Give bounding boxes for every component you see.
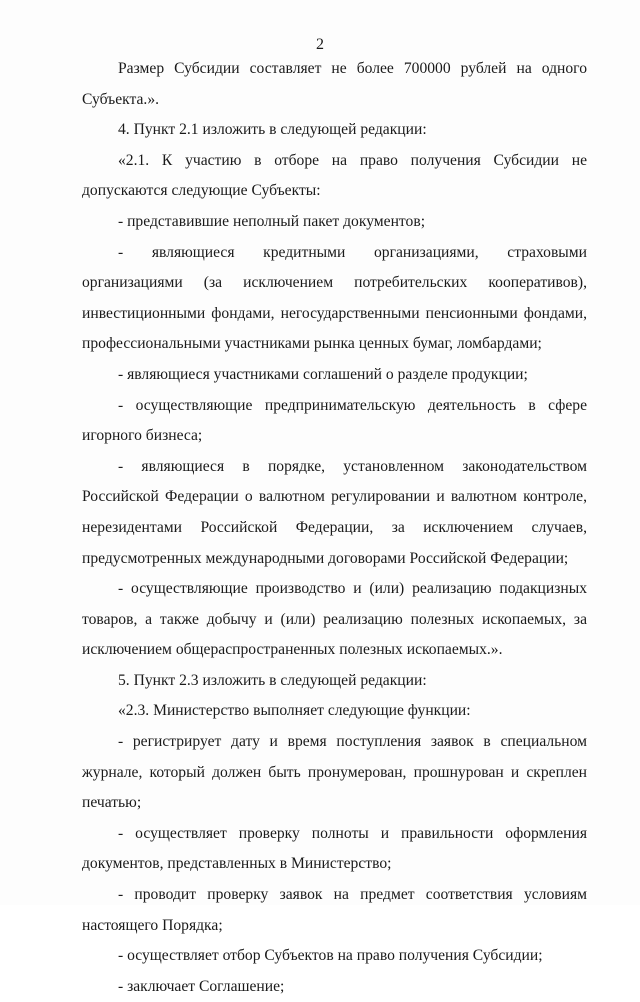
- paragraph-subsidy-amount: Размер Субсидии составляет не более 700000 рублей на одного Субъекта.».: [82, 60, 587, 108]
- paragraph-item-4: 4. Пункт 2.1 изложить в следующей редакции:: [118, 121, 427, 139]
- list-item-credit-organizations: - являющиеся кредитными организациями, страховыми организациями (за исключением потребительских кооперативов), инвестиционными фондами, негосударственными пенсионными фондами, профессиональными участниками рынка ценных бумаг, ломбардами;: [82, 243, 587, 353]
- paragraph-clause-2-3: «2.3. Министерство выполняет следующие функции:: [118, 702, 471, 720]
- document-body: [82, 54, 587, 1002]
- paragraph-item-5: 5. Пункт 2.3 изложить в следующей редакции:: [118, 671, 427, 689]
- page-number: 2: [316, 36, 324, 53]
- paragraph-clause-2-1: «2.1. К участию в отборе на право получения Субсидии не допускаются следующие Субъекты:: [82, 151, 587, 200]
- list-item-production-sharing: - являющиеся участниками соглашений о разделе продукции;: [118, 365, 528, 383]
- list-item-check-documents: - осуществляет проверку полноты и правильности оформления документов, представленных в Министерство;: [82, 824, 587, 873]
- list-item-gambling: - осуществляющие предпринимательскую деятельность в сфере игорного бизнеса;: [82, 396, 587, 445]
- list-item-non-residents: - являющиеся в порядке, установленном законодательством Российской Федерации о валютном регулировании и валютном контроле, нерезидентами Российской Федерации, за исключением случаев, предусмотренных международными договорами Российской Федерации;: [82, 457, 587, 567]
- list-item-incomplete-docs: - представившие неполный пакет документов;: [118, 212, 426, 230]
- list-item-check-compliance: - проводит проверку заявок на предмет соответствия условиям настоящего Порядка;: [82, 886, 587, 934]
- list-item-excise-goods: - осуществляющие производство и (или) реализацию подакцизных товаров, а также добычу и (или) реализацию полезных ископаемых, за исключением общераспространенных полезных ископаемых.».: [82, 580, 587, 659]
- list-item-select-subjects: - осуществляет отбор Субъектов на право получения Субсидии;: [118, 947, 543, 965]
- list-item-register-applications: - регистрирует дату и время поступления заявок в специальном журнале, который должен быть пронумерован, прошнурован и скреплен печатью;: [82, 733, 587, 812]
- list-item-conclude-agreement: - заключает Соглашение;: [118, 977, 285, 995]
